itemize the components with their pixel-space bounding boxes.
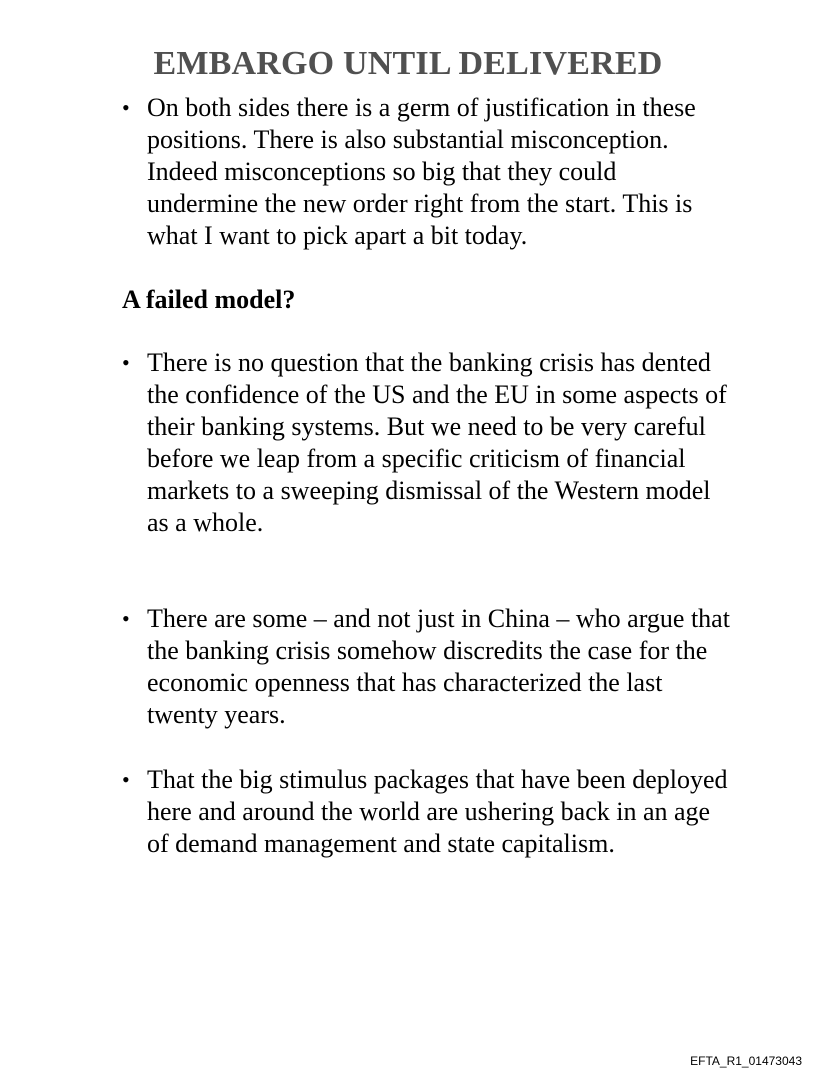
document-id: EFTA_R1_01473043: [690, 1054, 802, 1068]
intro-bullet: [122, 92, 732, 252]
bullet-dot-icon: •: [122, 350, 130, 375]
bullet-text: That the big stimulus packages that have been deployed here and around the world are ushering back in an age of demand management and state capitalism.: [147, 765, 728, 858]
bullet-dot-icon: •: [122, 606, 130, 631]
bullet-dot-icon: •: [122, 767, 130, 792]
bullet-text: There are some – and not just in China – who argue that the banking crisis somehow discredits the case for the economic openness that has characterized the last twenty years.: [147, 604, 730, 729]
section-heading: A failed model?: [122, 285, 296, 314]
bullet-dot-icon: •: [122, 95, 130, 120]
section-bullet-2: [122, 603, 732, 731]
section-bullet-1: [122, 347, 732, 539]
section-bullet-3: [122, 764, 732, 860]
bullet-text: There is no question that the banking crisis has dented the confidence of the US and the EU in some aspects of their banking systems. But we need to be very careful before we leap from a specific criticism of financial markets to a sweeping dismissal of the Western model as a whole.: [147, 348, 727, 537]
bullet-text: On both sides there is a germ of justification in these positions. There is also substantial misconception. Indeed misconceptions so big that they could undermine the new order right from the start. This is what I want to pick apart a bit today.: [147, 93, 696, 250]
embargo-header: EMBARGO UNTIL DELIVERED: [153, 45, 663, 82]
